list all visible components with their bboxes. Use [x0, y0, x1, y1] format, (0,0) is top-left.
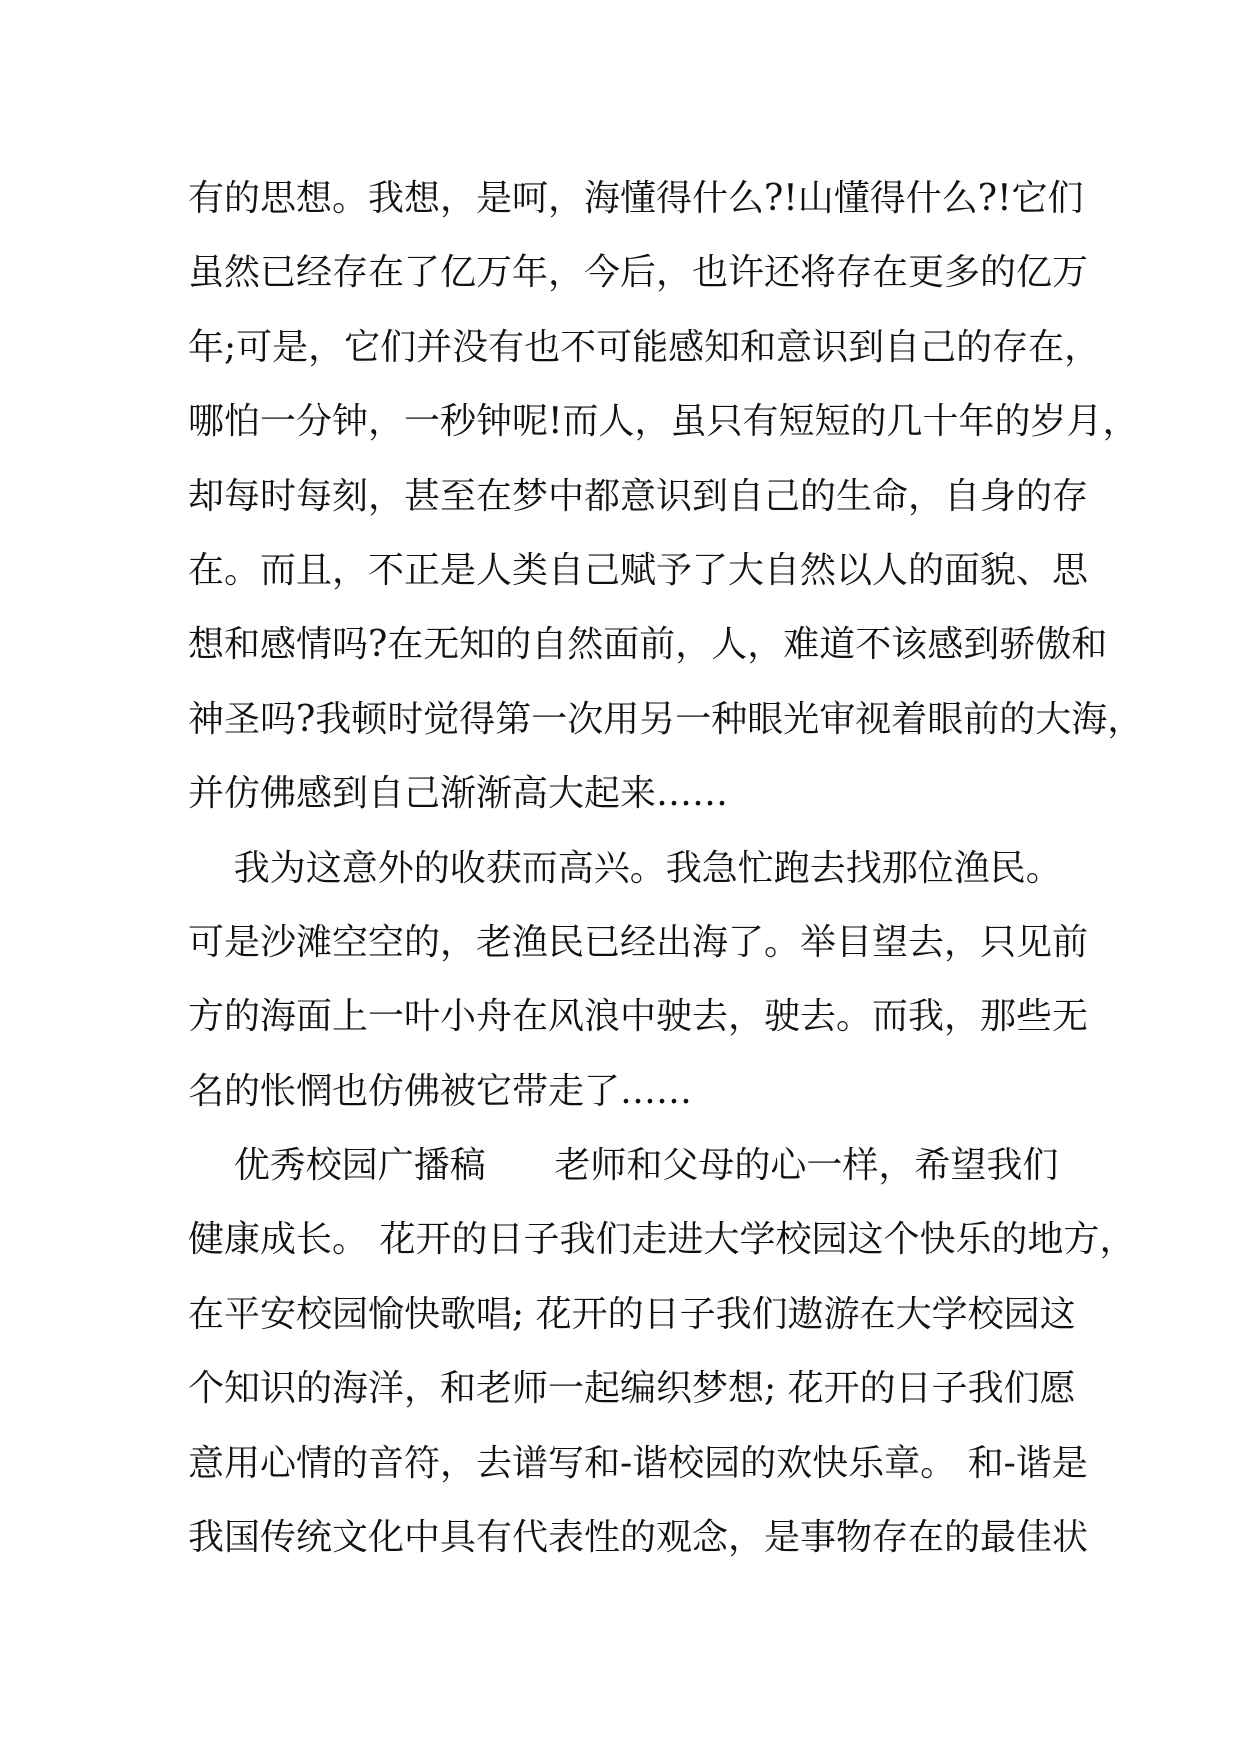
- body-text: [188, 162, 1144, 1575]
- text-line: 想和感情吗?在无知的自然面前，人，难道不该感到骄傲和: [188, 624, 1108, 666]
- text-line: 虽然已经存在了亿万年，今后，也许还将存在更多的亿万: [188, 252, 1089, 294]
- text-line: 方的海面上一叶小舟在风浪中驶去，驶去。而我，那些无: [188, 996, 1089, 1038]
- text-line: 名的怅惘也仿佛被它带走了……: [188, 1070, 693, 1112]
- text-line: 在平安校园愉快歌唱; 花开的日子我们遨游在大学校园这: [188, 1293, 1076, 1335]
- text-line: 有的思想。我想，是呵，海懂得什么?!山懂得什么?!它们: [188, 178, 1084, 219]
- text-line: 哪怕一分钟，一秒钟呢!而人，虽只有短短的几十年的岁月，: [188, 401, 1139, 443]
- text-line: 并仿佛感到自己渐渐高大起来……: [188, 773, 729, 815]
- paragraph-start-line: 优秀校园广播稿 老师和父母的心一样，希望我们: [188, 1145, 1059, 1187]
- text-line: 却每时每刻，甚至在梦中都意识到自己的生命，自身的存: [188, 475, 1089, 517]
- text-line: 可是沙滩空空的，老渔民已经出海了。举目望去，只见前: [188, 921, 1089, 963]
- text-line: 年;可是，它们并没有也不可能感知和意识到自己的存在，: [188, 326, 1101, 368]
- text-line: 意用心情的音符，去谱写和-谐校园的欢快乐章。 和-谐是: [188, 1442, 1088, 1484]
- text-line: 神圣吗?我顿时觉得第一次用另一种眼光审视着眼前的大海，: [188, 698, 1144, 740]
- text-line: 我国传统文化中具有代表性的观念，是事物存在的最佳状: [188, 1517, 1089, 1559]
- text-line: 在。而且，不正是人类自己赋予了大自然以人的面貌、思: [188, 549, 1089, 591]
- text-line: 个知识的海洋，和老师一起编织梦想; 花开的日子我们愿: [188, 1368, 1076, 1410]
- paragraph-start-line: 我为这意外的收获而高兴。我急忙跑去找那位渔民。: [188, 847, 1062, 889]
- text-line: 健康成长。 花开的日子我们走进大学校园这个快乐的地方，: [188, 1219, 1136, 1261]
